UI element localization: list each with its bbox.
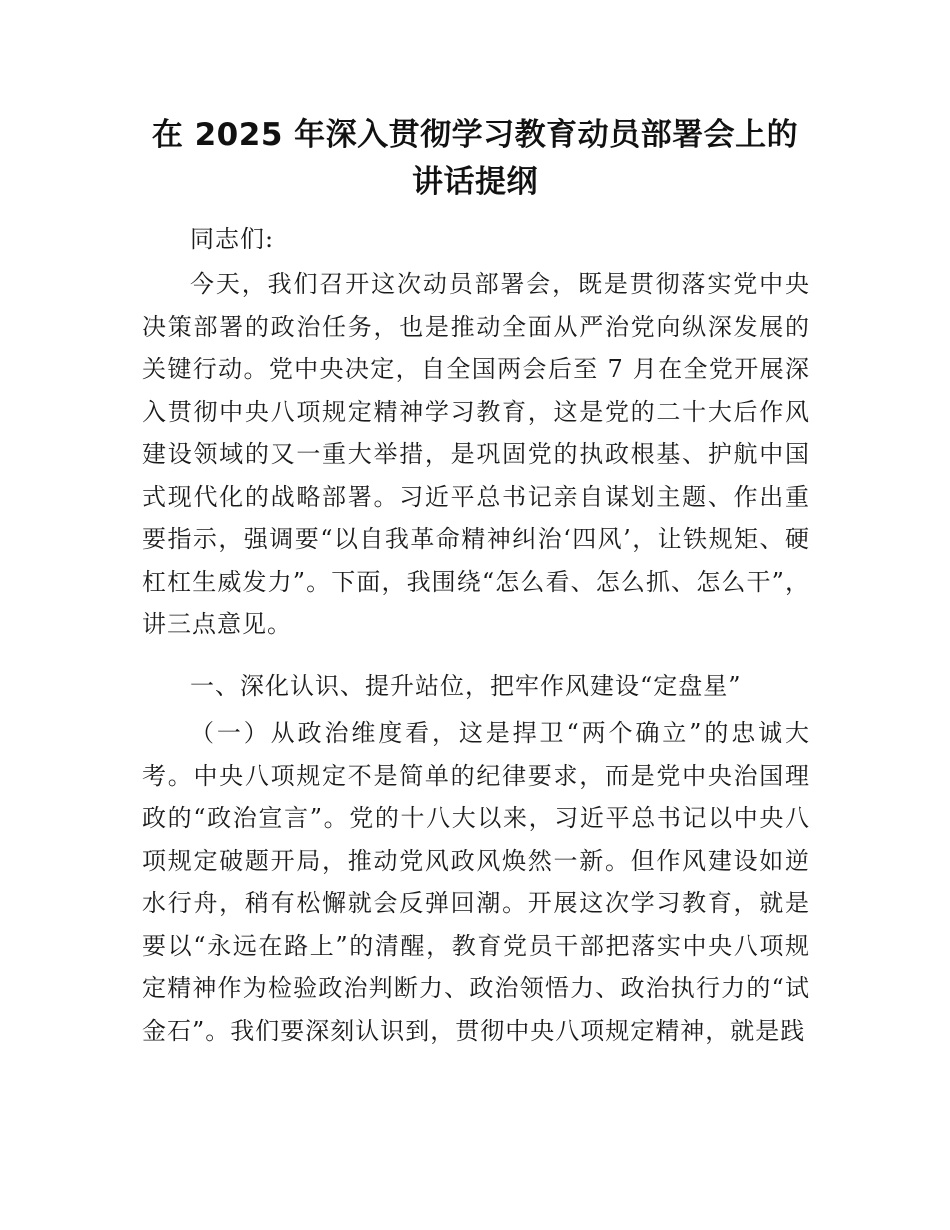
intro-paragraph: 今天，我们召开这次动员部署会，既是贯彻落实党中央决策部署的政治任务，也是推动全面从严治党向纵深发展的关键行动。党中央决定，自全国两会后至 7 月在全党开展深入贯彻中央八项规定精神学习教育，这是党的二十大后作风建设领域的又一重大举措，是巩固党的执政根基、护航中国式现代化的战略部署。习近平总书记亲自谋划主题、作出重要指示，强调要“以自我革命精神纠治‘四风’，让铁规矩、硬杠杠生威发力”。下面，我围绕“怎么看、怎么抓、怎么干”，讲三点意见。 (142, 270, 810, 638)
salutation: 同志们: (190, 225, 275, 253)
subsection-paragraph: （一）从政治维度看，这是捍卫“两个确立”的忠诚大考。中央八项规定不是简单的纪律要求，而是党中央治国理政的“政治宣言”。党的十八大以来，习近平总书记以中央八项规定破题开局，推动党风政风焕然一新。但作风建设如逆水行舟，稍有松懈就会反弹回潮。开展这次学习教育，就是要以“永远在路上”的清醒，教育党员干部把落实中央八项规定精神作为检验政治判断力、政治领悟力、政治执行力的“试金石”。我们要深刻认识到，贯彻中央八项规定精神，就是践 (142, 719, 810, 1045)
document-title: 在 2025 年深入贯彻学习教育动员部署会上的讲话提纲 (151, 117, 799, 200)
section-heading: 一、深化认识、提升站位，把牢作风建设“定盘星” (190, 672, 742, 700)
